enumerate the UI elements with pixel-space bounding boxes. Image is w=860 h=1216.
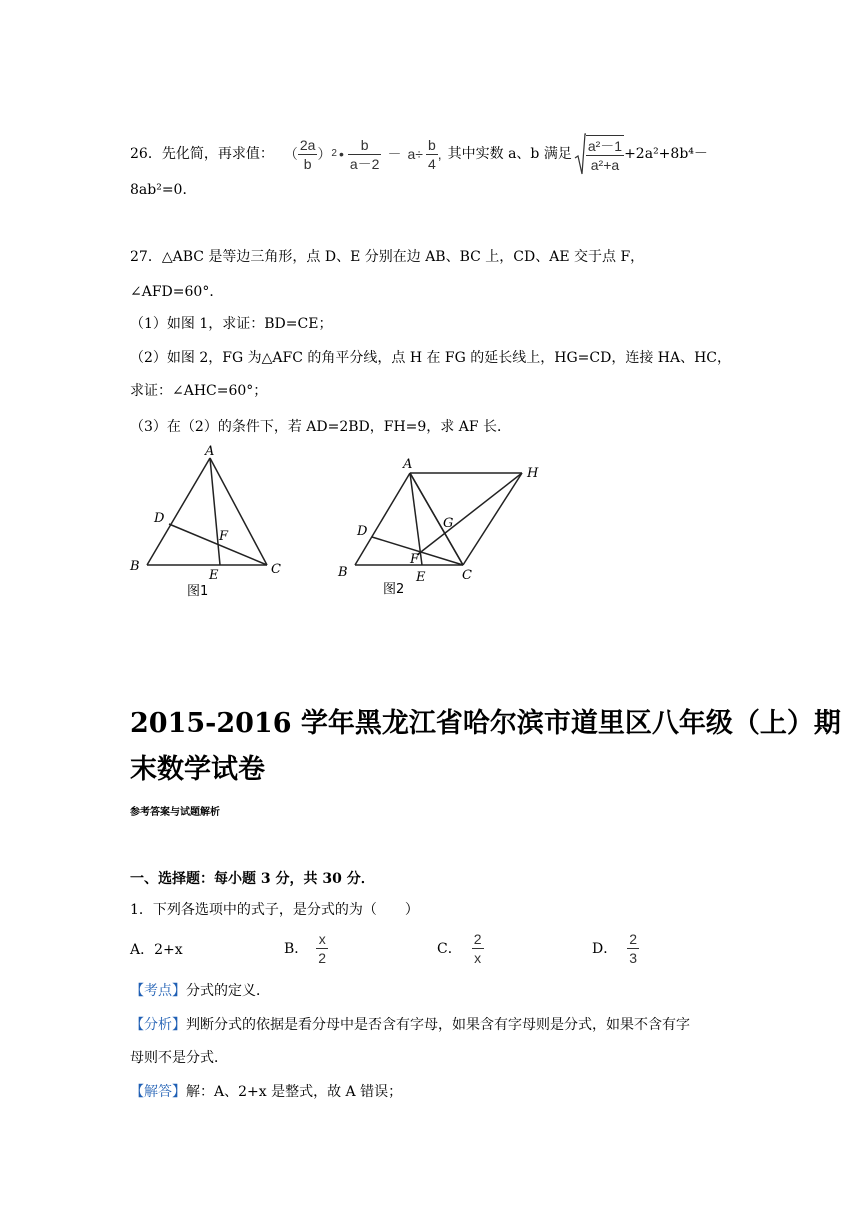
q27-line2: ∠AFD=60°． — [130, 284, 224, 300]
q26-prefix: 26．先化简，再求值： — [130, 146, 274, 162]
kaodian-tag: 【考点】 — [130, 983, 186, 999]
q26-condition: 其中实数 a、b 满足 — [447, 146, 572, 162]
sqrt-expression — [574, 132, 624, 176]
sqrt-fraction — [586, 135, 624, 174]
q1-option-c — [437, 930, 484, 967]
q27-line6: （3）在（2）的条件下，若 AD=2BD，FH=9，求 AF 长． — [130, 419, 512, 435]
q27-line5: 求证：∠AHC=60°； — [130, 383, 268, 399]
fig1-label-c: C — [271, 562, 281, 577]
fig1-label-a: A — [205, 444, 215, 459]
option-label: C． — [437, 940, 462, 957]
fig2-label-c: C — [462, 568, 472, 583]
comma: , — [437, 146, 442, 162]
figure-1 — [125, 440, 300, 600]
fig1-caption: 图1 — [187, 584, 209, 599]
section-1-title: 一、选择题：每小题 3 分，共 30 分． — [130, 871, 375, 887]
q26-tail: +2a²+8b⁴－ — [624, 146, 708, 162]
fig2-label-b: B — [338, 565, 348, 580]
frac-num: a²－1 — [587, 137, 623, 154]
q1-option-a: A．2+x — [130, 942, 183, 958]
q1-stem: 1．下列各选项中的式子，是分式的为（ ） — [130, 902, 419, 918]
q1-kaodian — [130, 981, 270, 1001]
q27-line4: （2）如图 2，FG 为△AFC 的角平分线，点 H 在 FG 的延长线上，HG=CD，连接 HA、HC， — [130, 350, 732, 366]
frac-den: x — [474, 950, 482, 966]
page-title-line2: 末数学试卷 — [130, 754, 265, 785]
frac-num: b — [427, 136, 436, 153]
exponent: 2 — [331, 148, 337, 159]
figure-2 — [330, 445, 550, 600]
page-subtitle: 参考答案与试题解析 — [130, 807, 220, 818]
figure-2-lines — [355, 473, 522, 565]
frac-den: 2 — [318, 950, 327, 966]
fraction-b-over-4 — [426, 136, 438, 173]
q27-line1: 27．△ABC 是等边三角形，点 D、E 分别在边 AB、BC 上，CD、AE 交于点 F， — [130, 249, 645, 265]
option-label: D． — [592, 940, 618, 957]
q1-option-d — [592, 930, 639, 967]
q1-option-b — [284, 930, 328, 967]
q26-line2: 8ab²=0． — [130, 182, 197, 198]
a-divide: a÷ — [407, 146, 423, 162]
q1-fenxi-line2: 母则不是分式． — [130, 1050, 228, 1066]
fig2-label-a: A — [403, 457, 413, 472]
fraction-2a-over-b — [298, 136, 318, 173]
frac-den: 4 — [427, 155, 436, 172]
option-label: B． — [284, 940, 309, 957]
jieda-tag: 【解答】 — [130, 1084, 186, 1100]
option-b-fraction — [316, 930, 328, 967]
fig1-label-e: E — [209, 568, 219, 583]
frac-num: x — [316, 930, 328, 949]
q1-jieda — [130, 1082, 402, 1102]
figure-1-lines — [147, 458, 267, 565]
q27-line3: （1）如图 1，求证：BD=CE； — [130, 316, 333, 332]
page-title-line1: 2015-2016 学年黑龙江省哈尔滨市道里区八年级（上）期 — [130, 708, 841, 739]
paren-close: ） — [317, 146, 332, 162]
fig2-label-g: G — [443, 516, 454, 531]
frac-den: a－2 — [349, 155, 380, 172]
paren-open: （ — [283, 146, 298, 162]
jieda-text: 解：A、2+x 是整式，故 A 错误； — [186, 1084, 403, 1100]
radical-sign-icon — [574, 132, 586, 176]
frac-den: b — [303, 155, 312, 172]
fig2-label-h: H — [527, 466, 539, 481]
minus-sign: － — [387, 146, 402, 162]
fig2-caption: 图2 — [383, 582, 405, 597]
q26-expression — [284, 136, 442, 173]
fig2-label-d: D — [357, 524, 368, 539]
q1-fenxi-line1 — [130, 1015, 690, 1035]
frac-den: a²+a — [590, 156, 620, 173]
fenxi-tag: 【分析】 — [130, 1017, 186, 1033]
fenxi-text: 判断分式的依据是看分母中是否含有字母，如果含有字母则是分式，如果不含有字 — [186, 1017, 690, 1033]
fig2-label-f: F — [410, 552, 420, 567]
option-c-fraction — [472, 930, 484, 967]
fig1-label-f: F — [219, 529, 229, 544]
option-d-fraction — [627, 930, 639, 967]
fig1-label-b: B — [130, 559, 140, 574]
kaodian-text: 分式的定义． — [186, 983, 270, 999]
frac-num: 2 — [473, 931, 482, 947]
fig2-label-e: E — [416, 570, 426, 585]
frac-num: b — [348, 136, 382, 155]
multiply-dot: • — [338, 146, 344, 162]
frac-den: 3 — [629, 950, 638, 966]
frac-num: 2a — [299, 136, 316, 153]
fig1-label-d: D — [154, 511, 165, 526]
fraction-b-over-a-2 — [348, 136, 382, 173]
frac-num: 2 — [629, 931, 638, 947]
q26-line1 — [130, 134, 708, 174]
